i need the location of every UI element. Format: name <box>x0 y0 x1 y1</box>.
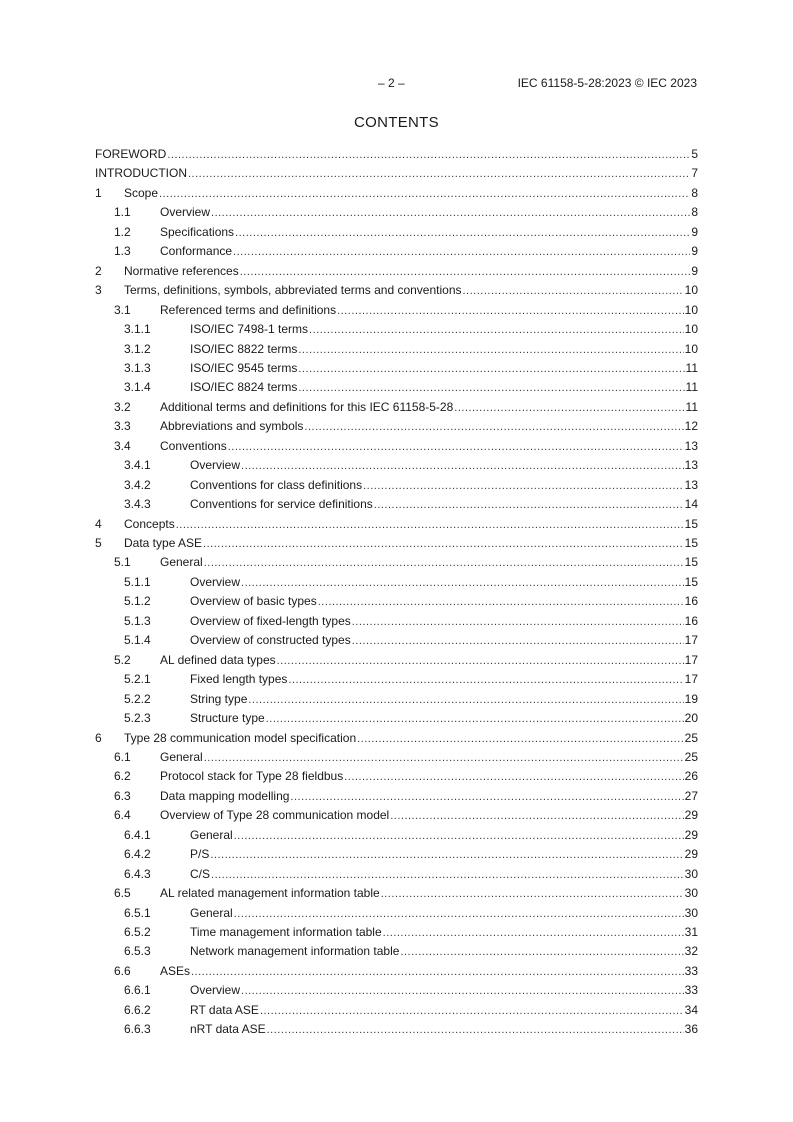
dot-leader <box>298 380 684 396</box>
dot-leader <box>234 828 684 844</box>
toc-entry-number: 3.2 <box>114 399 131 414</box>
toc-entry-number: 1 <box>95 185 102 200</box>
toc-entry-number: 1.1 <box>114 205 131 220</box>
toc-entry-number: 5.2.2 <box>124 691 151 706</box>
toc-entry-number: 6.5.3 <box>124 944 151 959</box>
dot-leader <box>159 186 690 202</box>
toc-entry[interactable] <box>0 418 793 434</box>
toc-entry-number: 5.1.2 <box>124 594 151 609</box>
toc-entry[interactable] <box>0 165 793 181</box>
dot-leader <box>235 225 690 241</box>
toc-entry-page: 11 <box>685 399 698 414</box>
toc-entry[interactable] <box>0 302 793 318</box>
toc-entry[interactable] <box>0 477 793 493</box>
toc-entry[interactable] <box>0 807 793 823</box>
toc-entry-page: 11 <box>685 380 698 395</box>
toc-entry-title: Conventions for service definitions <box>190 497 373 512</box>
toc-entry-page: 8 <box>691 205 698 220</box>
toc-entry-page: 29 <box>684 827 698 842</box>
toc-entry-title: C/S <box>190 866 211 881</box>
toc-entry-title: nRT data ASE <box>190 1022 266 1037</box>
toc-entry-number: 5 <box>95 536 102 550</box>
toc-entry-number: 6.6.3 <box>124 1022 151 1037</box>
toc-entry-number: 2 <box>95 263 102 278</box>
toc-entry-number: 6.4.3 <box>124 866 151 881</box>
toc-entry-title: String type <box>190 691 248 706</box>
toc-entry-page: 10 <box>684 322 698 336</box>
toc-entry-number: 1.2 <box>114 224 131 239</box>
dot-leader <box>241 983 684 999</box>
toc-entry-title: Overview of constructed types <box>190 633 351 648</box>
dot-leader <box>337 303 684 319</box>
toc-entry-page: 30 <box>684 886 698 901</box>
toc-entry-title: ISO/IEC 8824 terms <box>190 380 298 395</box>
toc-entry-number: 5.2 <box>114 652 131 667</box>
toc-entry-title: ISO/IEC 7498-1 terms <box>190 322 309 336</box>
toc-entry-title: Terms, definitions, symbols, abbreviated terms and conventions <box>124 283 462 298</box>
toc-entry-page: 15 <box>684 516 698 531</box>
toc-entry-number: 3.4 <box>114 438 131 453</box>
dot-leader <box>167 147 690 163</box>
toc-entry-number: 6.5.2 <box>124 925 151 939</box>
toc-entry-number: 5.2.3 <box>124 711 151 725</box>
toc-entry-page: 10 <box>684 341 698 356</box>
toc-entry-page: 15 <box>684 555 698 570</box>
toc-entry[interactable] <box>0 749 793 765</box>
toc-entry[interactable] <box>0 768 793 784</box>
toc-entry-number: 5.2.1 <box>124 672 151 687</box>
toc-entry-page: 29 <box>684 808 698 823</box>
toc-entry-page: 25 <box>684 749 698 764</box>
dot-leader <box>234 906 684 922</box>
toc-entry-title: Conformance <box>160 244 233 259</box>
toc-entry-number: 3.3 <box>114 419 131 434</box>
toc-entry-page: 30 <box>684 905 698 920</box>
dot-leader <box>228 439 684 455</box>
toc-entry-page: 7 <box>691 166 698 181</box>
toc-entry-title: Scope <box>124 185 159 200</box>
toc-entry[interactable] <box>0 496 793 512</box>
toc-entry-title: AL defined data types <box>160 652 276 667</box>
toc-entry-page: 5 <box>691 147 698 161</box>
toc-entry-page: 16 <box>684 594 698 609</box>
dot-leader <box>188 166 690 182</box>
toc-entry-title: Overview of basic types <box>190 594 317 609</box>
toc-entry-title: Time management information table <box>190 925 382 939</box>
toc-entry-title: Structure type <box>190 711 265 725</box>
toc-entry-page: 12 <box>684 419 698 434</box>
dot-leader <box>318 594 684 610</box>
dot-leader <box>241 575 684 591</box>
toc-entry[interactable] <box>0 691 793 707</box>
toc-entry-number: 5.1.1 <box>124 574 151 589</box>
toc-entry-number: 3.1.4 <box>124 380 151 395</box>
toc-entry-page: 10 <box>684 302 698 317</box>
toc-entry-page: 17 <box>684 672 698 687</box>
dot-leader <box>298 342 683 358</box>
toc-entry-title: Overview <box>190 983 241 998</box>
toc-entry-page: 31 <box>684 925 698 939</box>
toc-entry-title: Overview <box>190 458 241 473</box>
dot-leader <box>298 361 684 377</box>
toc-entry[interactable] <box>0 613 793 629</box>
dot-leader <box>210 847 683 863</box>
dot-leader <box>344 769 683 785</box>
toc-entry-page: 15 <box>684 536 698 550</box>
toc-entry[interactable] <box>0 321 793 337</box>
dot-leader <box>304 419 683 435</box>
toc-entry[interactable] <box>0 438 793 454</box>
toc-entry-title: Data mapping modelling <box>160 788 290 803</box>
toc-entry-number: 6.5 <box>114 886 131 901</box>
toc-entry-page: 9 <box>691 244 698 259</box>
toc-entry-title: ISO/IEC 9545 terms <box>190 360 298 375</box>
dot-leader <box>288 672 683 688</box>
toc-entry[interactable] <box>0 593 793 609</box>
toc-entry-title: Overview <box>190 574 241 589</box>
toc-entry-title: Referenced terms and definitions <box>160 302 337 317</box>
dot-leader <box>266 711 684 727</box>
toc-entry[interactable] <box>0 554 793 570</box>
toc-entry-page: 13 <box>684 438 698 453</box>
toc-entry-number: 4 <box>95 516 102 531</box>
toc-entry-title: Network management information table <box>190 944 400 959</box>
toc-entry[interactable] <box>0 224 793 240</box>
toc-entry[interactable] <box>0 243 793 259</box>
dot-leader <box>400 944 683 960</box>
toc-entry-title: Normative references <box>124 263 239 278</box>
dot-leader <box>260 1003 684 1019</box>
toc-entry-title: Conventions <box>160 438 227 453</box>
toc-entry-title: Abbreviations and symbols <box>160 419 304 434</box>
toc-entry-title: Data type ASE <box>124 536 203 550</box>
toc-entry-title: General <box>160 749 203 764</box>
toc-entry[interactable] <box>0 516 793 532</box>
toc-entry-title: P/S <box>190 847 210 862</box>
toc-entry-page: 10 <box>684 283 698 298</box>
dot-leader <box>211 205 690 221</box>
dot-leader <box>240 264 691 280</box>
toc-entry[interactable] <box>0 710 793 726</box>
toc-entry-number: 5.1.4 <box>124 633 151 648</box>
dot-leader <box>191 964 684 980</box>
toc-entry-page: 25 <box>684 730 698 745</box>
toc-entry-number: 6 <box>95 730 102 745</box>
toc-entry-page: 33 <box>684 983 698 998</box>
toc-entry-title: Concepts <box>124 516 175 531</box>
toc-entry[interactable] <box>0 263 793 279</box>
dot-leader <box>277 653 684 669</box>
toc-entry-title: Fixed length types <box>190 672 288 687</box>
toc-entry-page: 30 <box>684 866 698 881</box>
toc-entry-page: 9 <box>691 263 698 278</box>
toc-entry[interactable] <box>0 963 793 979</box>
dot-leader <box>267 1022 684 1038</box>
toc-entry-number: 6.4.2 <box>124 847 151 862</box>
dot-leader <box>390 808 683 824</box>
toc-entry[interactable] <box>0 788 793 804</box>
toc-entry-number: 1.3 <box>114 244 131 259</box>
toc-entry-title: ISO/IEC 8822 terms <box>190 341 298 356</box>
toc-entry[interactable] <box>0 1021 793 1037</box>
toc-entry-number: 3.4.1 <box>124 458 151 473</box>
toc-entry-number: 5.1 <box>114 555 131 570</box>
dot-leader <box>309 322 684 338</box>
toc-entry-number: 6.2 <box>114 769 131 784</box>
dot-leader <box>352 614 684 630</box>
toc-entry-page: 9 <box>691 224 698 239</box>
dot-leader <box>463 283 684 299</box>
dot-leader <box>352 633 684 649</box>
toc-entry[interactable] <box>0 943 793 959</box>
dot-leader <box>454 400 684 416</box>
dot-leader <box>203 536 684 552</box>
toc-entry-page: 19 <box>684 691 698 706</box>
toc-entry[interactable] <box>0 146 793 162</box>
toc-entry[interactable] <box>0 360 793 376</box>
page-header <box>0 76 793 92</box>
toc-entry-number: 6.6.1 <box>124 983 151 998</box>
dot-leader <box>204 750 684 766</box>
dot-leader <box>233 244 690 260</box>
dot-leader <box>211 867 684 883</box>
toc-entry-page: 29 <box>684 847 698 862</box>
toc-entry-title: INTRODUCTION <box>95 166 187 181</box>
toc-entry-page: 13 <box>684 458 698 473</box>
toc-entry-title: RT data ASE <box>190 1002 259 1017</box>
toc-entry-title: FOREWORD <box>95 147 167 161</box>
toc-entry-number: 3.1 <box>114 302 131 317</box>
toc-entry[interactable] <box>0 827 793 843</box>
toc-entry-page: 8 <box>691 185 698 200</box>
toc-entry-title: Additional terms and definitions for this IEC 61158-5-28 <box>160 399 454 414</box>
toc-entry[interactable] <box>0 457 793 473</box>
toc-entry-number: 3.4.2 <box>124 477 151 492</box>
dot-leader <box>363 478 684 494</box>
toc-entry-page: 27 <box>684 788 698 803</box>
toc-entry[interactable] <box>0 866 793 882</box>
toc-entry-page: 17 <box>684 633 698 648</box>
toc-entry[interactable] <box>0 535 793 551</box>
toc-entry[interactable] <box>0 846 793 862</box>
toc-entry[interactable] <box>0 905 793 921</box>
toc-entry-page: 33 <box>684 963 698 978</box>
toc-entry-page: 34 <box>684 1002 698 1017</box>
toc-entry-number: 3.4.3 <box>124 497 151 512</box>
toc-entry-title: General <box>190 905 233 920</box>
toc-entry-number: 3.1.3 <box>124 360 151 375</box>
toc-entry[interactable] <box>0 185 793 201</box>
dot-leader <box>383 925 684 941</box>
toc-entry-page: 11 <box>685 360 698 375</box>
toc-entry-page: 20 <box>684 711 698 725</box>
toc-entry[interactable] <box>0 652 793 668</box>
toc-entry-page: 14 <box>684 497 698 512</box>
toc-entry-title: General <box>160 555 203 570</box>
toc-entry[interactable] <box>0 671 793 687</box>
toc-entry-title: AL related management information table <box>160 886 380 901</box>
dot-leader <box>241 458 684 474</box>
toc-entry[interactable] <box>0 632 793 648</box>
dot-leader <box>248 692 683 708</box>
toc-entry-page: 17 <box>684 652 698 667</box>
contents-title: CONTENTS <box>354 114 439 131</box>
toc-entry-page: 15 <box>684 574 698 589</box>
toc-entry-number: 6.3 <box>114 788 131 803</box>
toc-entry-number: 3.1.2 <box>124 341 151 356</box>
toc-entry[interactable] <box>0 399 793 415</box>
toc-entry-title: Overview <box>160 205 211 220</box>
toc-entry-number: 6.1 <box>114 749 131 764</box>
toc-entry[interactable] <box>0 1002 793 1018</box>
standard-identifier: IEC 61158-5-28:2023 © IEC 2023 <box>517 76 697 90</box>
dot-leader <box>374 497 684 513</box>
toc-entry-title: Specifications <box>160 224 235 239</box>
toc-entry[interactable] <box>0 730 793 746</box>
toc-entry-page: 13 <box>684 477 698 492</box>
toc-entry-number: 6.6 <box>114 963 131 978</box>
toc-entry-title: Protocol stack for Type 28 fieldbus <box>160 769 344 784</box>
toc-entry-number: 6.4.1 <box>124 827 151 842</box>
toc-entry-number: 6.6.2 <box>124 1002 151 1017</box>
toc-entry-number: 3.1.1 <box>124 322 151 336</box>
toc-entry-number: 3 <box>95 283 102 298</box>
toc-entry[interactable] <box>0 574 793 590</box>
toc-entry-title: Type 28 communication model specification <box>124 730 357 745</box>
toc-entry-title: Overview of fixed-length types <box>190 613 351 628</box>
toc-entry-page: 36 <box>684 1022 698 1037</box>
toc-entry-title: Conventions for class definitions <box>190 477 363 492</box>
toc-entry[interactable] <box>0 885 793 901</box>
page-number: – 2 – <box>378 76 405 90</box>
toc-entry-number: 5.1.3 <box>124 613 151 628</box>
toc-entry-number: 6.4 <box>114 808 131 823</box>
dot-leader <box>381 886 684 902</box>
dot-leader <box>357 731 684 747</box>
toc-entry[interactable] <box>0 341 793 357</box>
dot-leader <box>176 517 684 533</box>
toc-entry-page: 16 <box>684 613 698 628</box>
toc-entry[interactable] <box>0 982 793 998</box>
toc-entry-page: 26 <box>684 769 698 784</box>
dot-leader <box>204 555 684 571</box>
toc-entry-title: ASEs <box>160 963 191 978</box>
toc-entry[interactable] <box>0 204 793 220</box>
toc-entry[interactable] <box>0 379 793 395</box>
toc-entry-title: Overview of Type 28 communication model <box>160 808 390 823</box>
toc-entry[interactable] <box>0 282 793 298</box>
toc-entry-number: 6.5.1 <box>124 905 151 920</box>
toc-entry[interactable] <box>0 924 793 940</box>
toc-entry-page: 32 <box>684 944 698 959</box>
dot-leader <box>290 789 683 805</box>
toc-entry-title: General <box>190 827 233 842</box>
